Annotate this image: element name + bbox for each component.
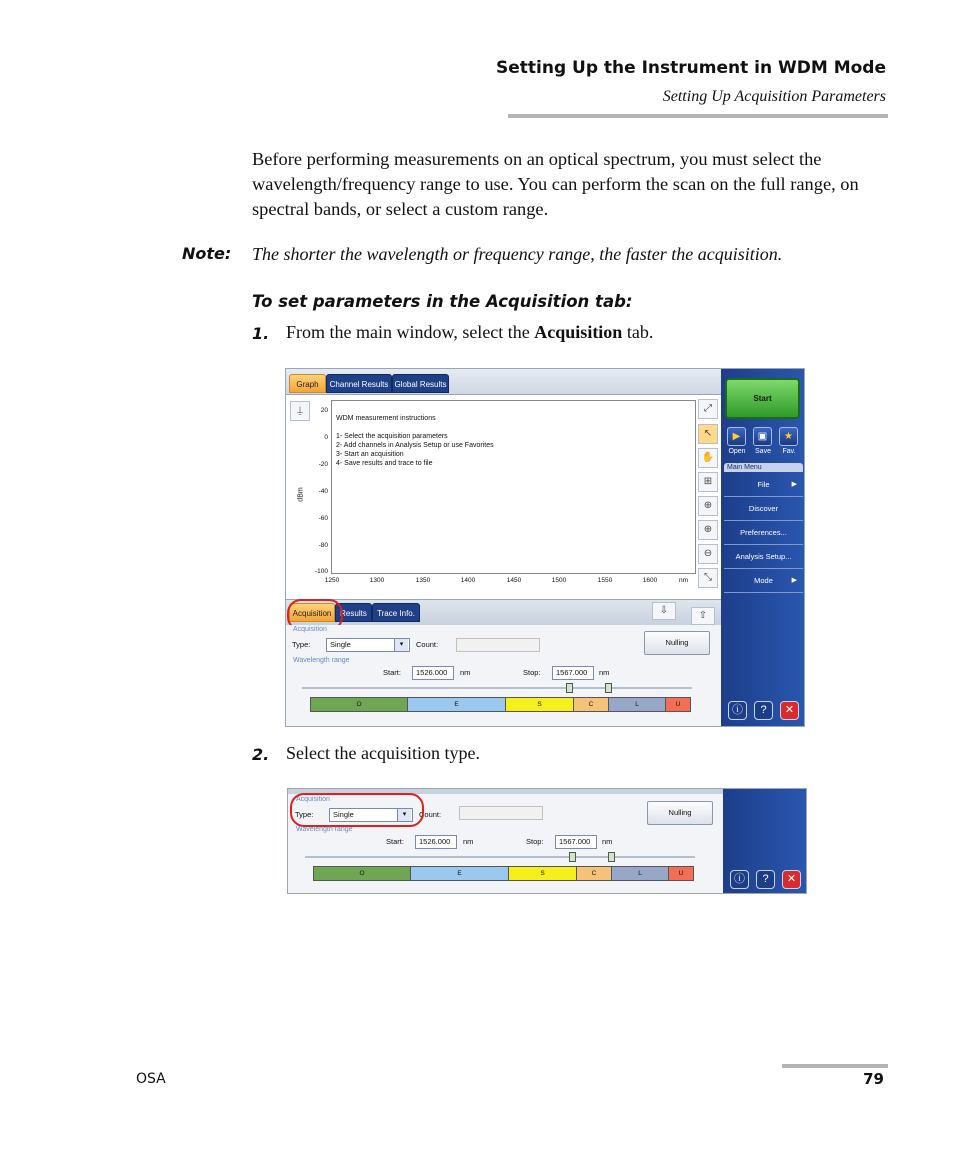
zoom-area-icon[interactable]: ⊞ bbox=[698, 472, 718, 492]
intro-paragraph: Before performing measurements on an optical spectrum, you must select the wavelength/frequency range to use. You can perform the scan on the full range, on spectral bands, or select a custom range. bbox=[252, 149, 859, 219]
nulling-button[interactable]: Nulling bbox=[647, 801, 713, 825]
procedure-title: To set parameters in the Acquisition tab: bbox=[252, 292, 633, 311]
menu-item-file[interactable]: File ▶ bbox=[724, 473, 803, 497]
stop-unit: nm bbox=[599, 668, 610, 677]
band-c[interactable]: C bbox=[576, 866, 612, 881]
band-o[interactable]: O bbox=[310, 697, 408, 712]
acquisition-group-label: Acquisition bbox=[296, 796, 330, 803]
x-tick: 1350 bbox=[415, 577, 431, 584]
count-label: Count: bbox=[419, 810, 442, 819]
step-2-text: Select the acquisition type. bbox=[286, 743, 480, 763]
spectrum-graph bbox=[331, 400, 696, 574]
collapse-down-icon[interactable]: ⇩ bbox=[652, 602, 676, 620]
fav-label: Fav. bbox=[782, 448, 796, 455]
start-label: Start: bbox=[386, 837, 404, 846]
start-button[interactable]: Start bbox=[725, 378, 800, 419]
favorite-star-icon[interactable]: ★ bbox=[779, 427, 798, 446]
tab-results[interactable]: Results bbox=[335, 603, 372, 622]
band-l[interactable]: L bbox=[611, 866, 669, 881]
stop-field[interactable]: 1567.000 bbox=[555, 835, 597, 849]
count-field[interactable] bbox=[459, 806, 543, 820]
header-rule bbox=[508, 114, 888, 118]
type-label: Type: bbox=[295, 810, 314, 819]
x-tick: 1450 bbox=[506, 577, 522, 584]
menu-item-preferences[interactable]: Preferences... bbox=[724, 521, 803, 545]
y-tick: 20 bbox=[320, 407, 328, 414]
band-e[interactable]: E bbox=[407, 697, 506, 712]
stop-field[interactable]: 1567.000 bbox=[552, 666, 594, 680]
band-o[interactable]: O bbox=[313, 866, 411, 881]
type-select[interactable]: Single ▾ bbox=[329, 808, 413, 822]
menu-arrow-icon: ▶ bbox=[791, 481, 797, 488]
x-tick: 1300 bbox=[369, 577, 385, 584]
save-disk-icon[interactable]: ▣ bbox=[753, 427, 772, 446]
menu-item-discover[interactable]: Discover bbox=[724, 497, 803, 521]
tab-acquisition[interactable]: Acquisition bbox=[289, 603, 335, 622]
acquisition-group-label: Acquisition bbox=[293, 626, 327, 633]
pan-hand-icon[interactable]: ✋ bbox=[698, 448, 718, 468]
help-icon[interactable]: ? bbox=[756, 870, 775, 889]
stop-label: Stop: bbox=[523, 668, 541, 677]
screenshot-main-window bbox=[285, 368, 805, 727]
info-icon[interactable]: ⓘ bbox=[730, 870, 749, 889]
tab-channel-results[interactable]: Channel Results bbox=[326, 374, 392, 393]
nulling-button[interactable]: Nulling bbox=[644, 631, 710, 655]
tab-trace-info[interactable]: Trace Info. bbox=[372, 603, 420, 622]
note-label: Note: bbox=[182, 244, 232, 263]
note-text: The shorter the wavelength or frequency range, the faster the acquisition. bbox=[252, 244, 783, 264]
zoom-icon[interactable]: ⊕ bbox=[698, 496, 718, 516]
x-tick: 1500 bbox=[551, 577, 567, 584]
y-tick: -100 bbox=[314, 568, 328, 575]
x-tick: 1250 bbox=[324, 577, 340, 584]
y-tick: 0 bbox=[324, 434, 328, 441]
x-tick: 1550 bbox=[597, 577, 613, 584]
highlight-circle bbox=[290, 793, 424, 827]
running-header-subtitle: Setting Up Acquisition Parameters bbox=[662, 88, 886, 105]
close-icon[interactable]: ✕ bbox=[782, 870, 801, 889]
step-2-number: 2. bbox=[252, 745, 270, 764]
type-select[interactable]: Single ▾ bbox=[326, 638, 410, 652]
main-menu-header: Main Menu bbox=[724, 463, 803, 472]
instruction-line: 3- Start an acquisition bbox=[336, 451, 404, 458]
screenshot-acquisition-type bbox=[287, 788, 807, 894]
y-axis-label: dBm bbox=[297, 487, 305, 502]
band-c[interactable]: C bbox=[573, 697, 609, 712]
range-slider-track[interactable] bbox=[302, 687, 692, 689]
instructions-title: WDM measurement instructions bbox=[336, 415, 436, 422]
y-tick: -40 bbox=[318, 488, 328, 495]
x-tick: 1400 bbox=[460, 577, 476, 584]
tab-global-results[interactable]: Global Results bbox=[392, 374, 449, 393]
menu-item-analysis-setup[interactable]: Analysis Setup... bbox=[724, 545, 803, 569]
x-tick: 1600 bbox=[642, 577, 658, 584]
start-label: Start: bbox=[383, 668, 401, 677]
start-field[interactable]: 1526.000 bbox=[412, 666, 454, 680]
zoom-fit-icon[interactable]: ⤢ bbox=[698, 399, 718, 419]
tab-graph[interactable]: Graph bbox=[289, 374, 326, 393]
chevron-down-icon[interactable]: ▾ bbox=[397, 809, 411, 821]
open-label: Open bbox=[728, 448, 746, 455]
start-slider-handle[interactable] bbox=[569, 852, 576, 862]
band-e[interactable]: E bbox=[410, 866, 509, 881]
start-field[interactable]: 1526.000 bbox=[415, 835, 457, 849]
expand-up-icon[interactable]: ⇧ bbox=[691, 607, 715, 625]
count-label: Count: bbox=[416, 640, 439, 649]
start-unit: nm bbox=[463, 837, 474, 846]
zoom-in-icon[interactable]: ⊕ bbox=[698, 520, 718, 540]
step-1-text: From the main window, select the Acquisition tab. bbox=[286, 322, 654, 342]
wavelength-range-label: Wavelength range bbox=[293, 657, 350, 664]
count-field[interactable] bbox=[456, 638, 540, 652]
step-1-bold: Acquisition bbox=[534, 322, 623, 342]
band-s[interactable]: S bbox=[508, 866, 577, 881]
menu-item-mode[interactable]: Mode ▶ bbox=[724, 569, 803, 593]
marker-tool-icon[interactable]: ⍊ bbox=[290, 401, 310, 421]
zoom-out-icon[interactable]: ⊖ bbox=[698, 544, 718, 564]
band-s[interactable]: S bbox=[505, 697, 574, 712]
band-l[interactable]: L bbox=[608, 697, 666, 712]
band-u[interactable]: U bbox=[668, 866, 694, 881]
instruction-line: 2- Add channels in Analysis Setup or use Favorites bbox=[336, 442, 494, 449]
instruction-line: 1- Select the acquisition parameters bbox=[336, 433, 448, 440]
menu-arrow-icon: ▶ bbox=[791, 577, 797, 584]
y-tick: -20 bbox=[318, 461, 328, 468]
save-label: Save bbox=[755, 448, 771, 455]
y-tick: -80 bbox=[318, 542, 328, 549]
type-label: Type: bbox=[292, 640, 311, 649]
full-view-icon[interactable]: ⤡ bbox=[698, 568, 718, 588]
open-folder-icon[interactable]: ▶ bbox=[727, 427, 746, 446]
stop-label: Stop: bbox=[526, 837, 544, 846]
y-tick: -60 bbox=[318, 515, 328, 522]
chevron-down-icon[interactable]: ▾ bbox=[394, 639, 408, 651]
stop-slider-handle[interactable] bbox=[605, 683, 612, 693]
page-number: 79 bbox=[863, 1070, 884, 1088]
pointer-icon[interactable]: ↖ bbox=[698, 424, 718, 444]
x-unit: nm bbox=[679, 577, 689, 584]
footer-rule bbox=[782, 1064, 888, 1068]
info-icon[interactable]: ⓘ bbox=[728, 701, 747, 720]
close-icon[interactable]: ✕ bbox=[780, 701, 799, 720]
wavelength-range-label: Wavelength range bbox=[296, 826, 353, 833]
help-icon[interactable]: ? bbox=[754, 701, 773, 720]
step-1-number: 1. bbox=[252, 324, 270, 343]
stop-slider-handle[interactable] bbox=[608, 852, 615, 862]
range-slider-track[interactable] bbox=[305, 856, 695, 858]
stop-unit: nm bbox=[602, 837, 613, 846]
start-slider-handle[interactable] bbox=[566, 683, 573, 693]
start-unit: nm bbox=[460, 668, 471, 677]
footer-product: OSA bbox=[136, 1071, 166, 1087]
instruction-line: 4- Save results and trace to file bbox=[336, 460, 433, 467]
band-u[interactable]: U bbox=[665, 697, 691, 712]
running-header-title: Setting Up the Instrument in WDM Mode bbox=[495, 58, 886, 78]
